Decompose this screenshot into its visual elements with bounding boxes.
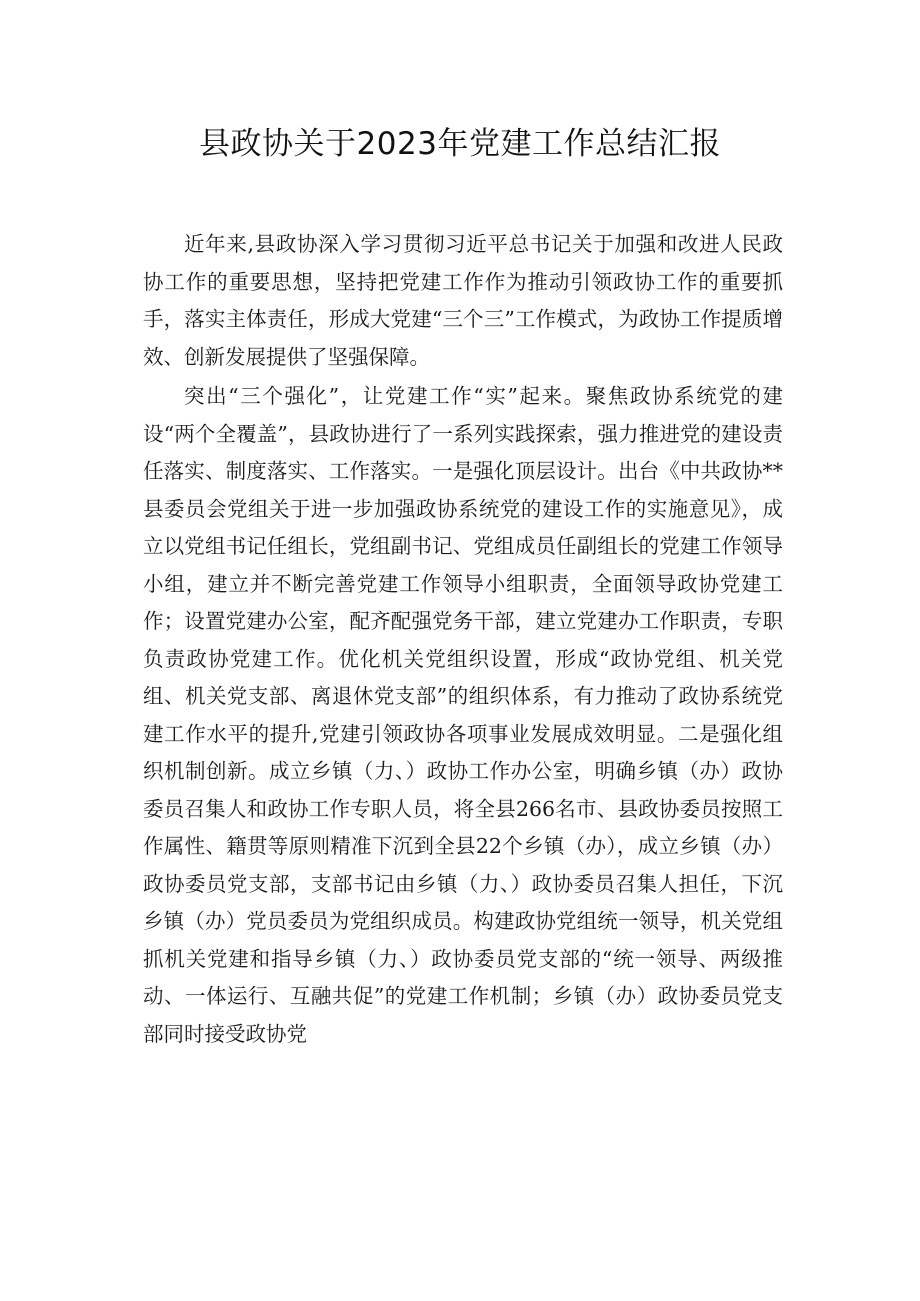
paragraph-intro: 近年来,县政协深入学习贯彻习近平总书记关于加强和改进人民政协工作的重要思想，坚持把党建工作作为推动引领政协工作的重要抓手，落实主体责任，形成大党建“三个三”工作模式，为政协工作提质增效、创新发展提供了坚强保障。 xyxy=(143,232,783,369)
document-body xyxy=(143,226,783,1055)
document-title: 县政协关于2023年党建工作总结汇报 xyxy=(199,126,721,162)
paragraph-three-strengthenings: 突出“三个强化”，让党建工作“实”起来。聚焦政协系统党的建设“两个全覆盖”，县政协进行了一系列实践探索，强力推进党的建设责任落实、制度落实、工作落实。一是强化顶层设计。出台《中共政协**县委员会党组关于进一步加强政协系统党的建设工作的实施意见》，成立以党组书记任组长，党组副书记、党组成员任副组长的党建工作领导小组，建立并不断完善党建工作领导小组职责，全面领导政协党建工作；设置党建办公室，配齐配强党务干部，建立党建办工作职责，专职负责政协党建工作。优化机关党组织设置，形成“政协党组、机关党组、机关党支部、离退休党支部”的组织体系，有力推动了政协系统党建工作水平的提升,党建引领政协各项事业发展成效明显。二是强化组织机制创新。成立乡镇（力、）政协工作办公室，明确乡镇（办）政协委员召集人和政协工作专职人员，将全县266名市、县政协委员按照工作属性、籍贯等原则精准下沉到全县22个乡镇（办），成立乡镇（办）政协委员党支部，支部书记由乡镇（力、）政协委员召集人担任，下沉乡镇（办）党员委员为党组织成员。构建政协党组统一领导，机关党组抓机关党建和指导乡镇（力、）政协委员党支部的“统一领导、两级推动、一体运行、互融共促”的党建工作机制；乡镇（办）政协委员党支部同时接受政协党 xyxy=(143,384,783,1046)
